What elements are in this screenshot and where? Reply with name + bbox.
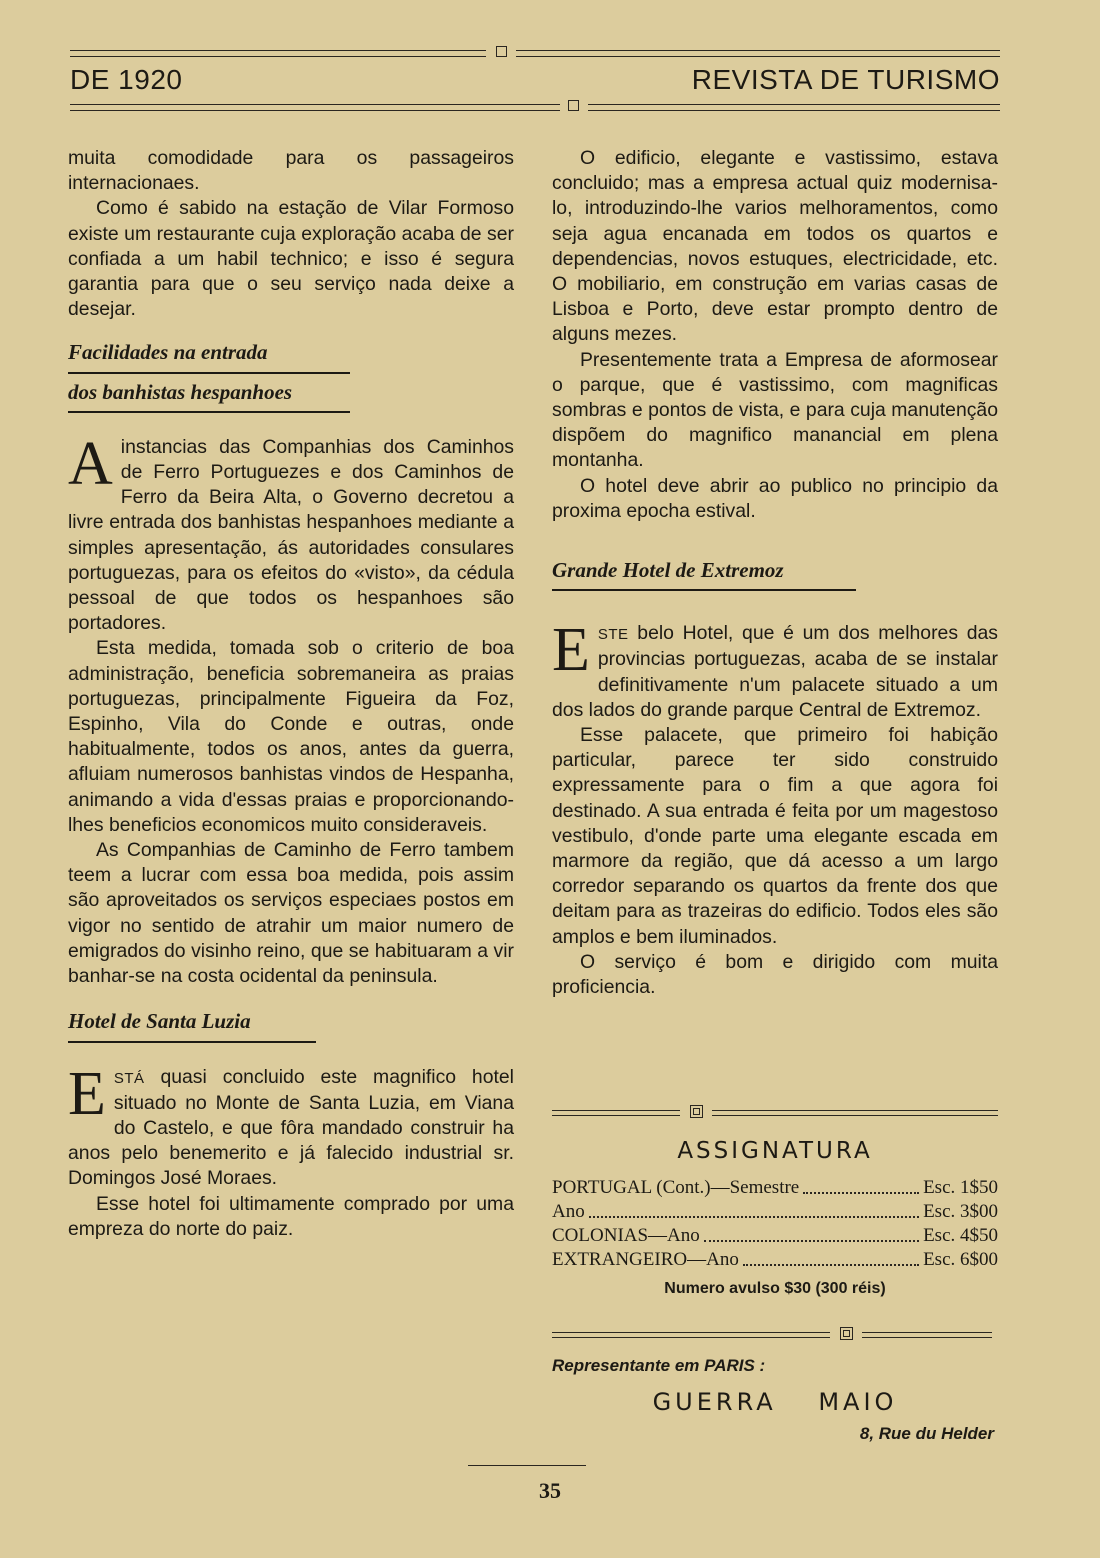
paragraph: O edificio, elegante e vastissimo, estava concluido; mas a empresa actual quiz modernisa-lo, introduzindo-lhe varios melhoramentos, como seja agua encanada em todos os quartos e dependencias, novos estuques, electricidade, etc. O mobiliario, em construção em varias casas de Lisboa e Porto, deve estar prompto dentro de alguns mezes. <box>552 147 998 346</box>
price-row: COLONIAS—Ano Esc. 4$50 <box>552 1225 998 1246</box>
ornament-rule <box>552 1110 998 1116</box>
subscription-price-table <box>552 1176 998 1272</box>
drop-cap: E <box>68 1059 106 1128</box>
paragraph: Esse palacete, que primeiro foi habição particular, parece ter sido construido expressamente para o fim a que agora foi destinado. A sua entrada é feita por um magestoso vestibulo, d'onde parte uma elegante escada em marmore da região, que dá acesso a um largo corredor separando os quartos da frente dos que deitam para as trazeiras do edificio. Todos eles são amplos e bem iluminados. <box>552 724 998 948</box>
paragraph: ESTE belo Hotel, que é um dos melhores das provincias portuguezas, acaba de se instalar definitivamente n'um palacete situado a um dos lados do grande parque Central de Extremoz. <box>552 616 998 721</box>
paragraph: Esse hotel foi ultimamente comprado por uma empreza do norte do paiz. <box>68 1192 514 1240</box>
section-title-line2: dos banhistas hespanhoes <box>68 372 350 405</box>
drop-cap: A <box>68 429 113 498</box>
paragraph: Ainstancias das Companhias dos Caminhos de Ferro Portuguezes e dos Caminhos de Ferro da Beira Alta, o Governo decretou a livre entrada dos banhistas hespanhoes mediante a simples apresentação, ás autoridades consulares portuguezas, para os efeitos do «visto», da cédula pessoal de que todos os hespanhoes são portadores. <box>68 429 514 635</box>
left-column <box>68 146 514 1242</box>
ornament-icon <box>690 1105 703 1118</box>
paragraph: Presentemente trata a Empresa de aformosear o parque, que é vastissimo, com magnificas sombras e pontos de vista, e para cuja manutenção dispõem do magnifico manancial em plena montanha. <box>552 348 998 472</box>
drop-cap: E <box>552 616 590 685</box>
section-title-line1: Facilidades na entrada <box>68 340 268 365</box>
representative-address: 8, Rue du Helder <box>859 1424 994 1443</box>
paragraph: ESTÁ quasi concluido este magnifico hotel situado no Monte de Santa Luzia, em Viana do Castelo, e que fôra mandado construir ha anos pelo benemerito e já falecido industrial sr. Domingos José Moraes. <box>68 1059 514 1190</box>
subscription-title: ASSIGNATURA <box>677 1138 873 1164</box>
section-title-facilidades <box>68 340 350 412</box>
paragraph: O serviço é bom e dirigido com muita proficiencia. <box>552 950 998 999</box>
paragraph: Como é sabido na estação de Vilar Formoso existe um restaurante cuja exploração acaba de ser confiada a um habil technico; e isso é segura garantia para que o seu serviço nada deixe a desejar. <box>68 197 514 321</box>
ornament-icon <box>840 1327 853 1340</box>
header-magazine-title: REVISTA DE TURISMO <box>691 64 1000 95</box>
right-column <box>552 146 998 1000</box>
header-bottom-rule <box>70 104 1000 112</box>
section-title-extremoz: Grande Hotel de Extremoz <box>552 558 856 591</box>
section-title-santa-luzia: Hotel de Santa Luzia <box>68 1009 316 1042</box>
ornament-rule <box>552 1332 992 1338</box>
page-number: 35 <box>539 1478 561 1503</box>
header-date: DE 1920 <box>70 64 183 95</box>
single-issue-price: Numero avulso $30 (300 réis) <box>664 1280 886 1297</box>
paragraph: As Companhias de Caminho de Ferro tambem teem a lucrar com essa boa medida, pois assim são aproveitados os serviços especiaes postos em vigor no sentido de atrahir um maior numero de emigrados do visinho reino, que se habituaram a vir banhar-se na costa ocidental da peninsula. <box>68 839 514 988</box>
header-top-rule <box>70 50 1000 58</box>
price-row: PORTUGAL (Cont.)—Semestre Esc. 1$50 <box>552 1177 998 1198</box>
paragraph: Esta medida, tomada sob o criterio de boa administração, beneficia sobremaneira as praias portuguezas, principalmente Figueira da Foz, Espinho, Vila do Conde e outras, onde habitualmente, todos os anos, antes da guerra, afluiam numerosos banhistas vindos de Hespanha, animando a vida d'essas praias e proporcionando-lhes beneficios economicos muito consideraveis. <box>68 637 514 836</box>
price-row: EXTRANGEIRO—Ano Esc. 6$00 <box>552 1249 998 1270</box>
representative-name: GUERRA MAIO <box>652 1388 898 1416</box>
footer-rule <box>468 1465 586 1466</box>
paragraph: O hotel deve abrir ao publico no principio da proxima epocha estival. <box>552 474 998 522</box>
price-row: Ano Esc. 3$00 <box>552 1201 998 1222</box>
paragraph: muita comodidade para os passageiros internacionaes. <box>68 147 514 195</box>
representative-label: Representante em PARIS : <box>552 1356 766 1375</box>
